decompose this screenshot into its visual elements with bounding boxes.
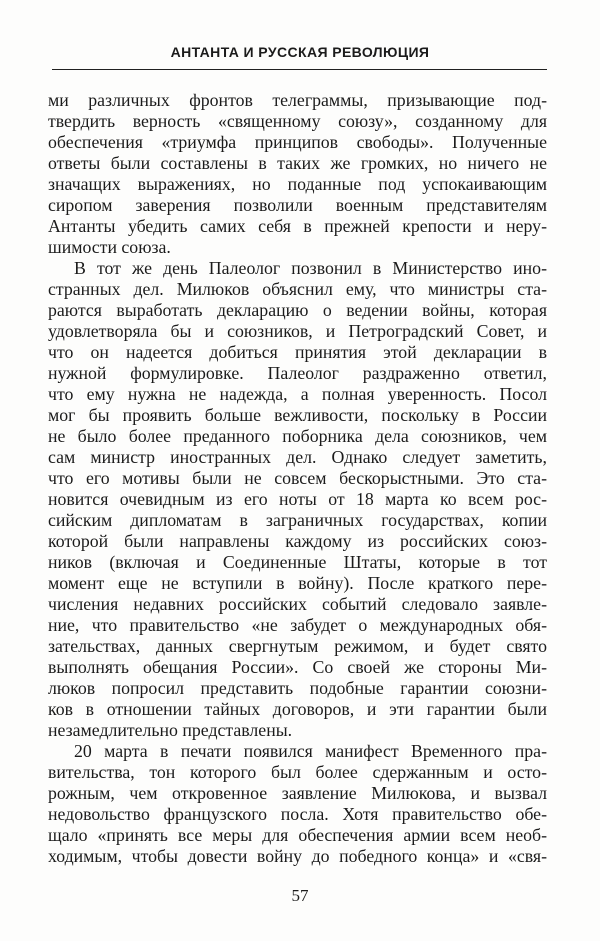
text-line: Антанты убедить самих себя в прежней крепости и неру-	[48, 216, 547, 236]
text-line: сийским дипломатам в заграничных государствах, копии	[48, 510, 547, 530]
text-line: зательствах, данных свергнутым режимом, и будет свято	[48, 636, 547, 656]
text-line: нужной формулировке. Палеолог раздраженно ответил,	[48, 363, 547, 383]
text-line: сиропом заверения позволили военным представителям	[48, 195, 547, 215]
page-number: 57	[291, 886, 309, 905]
text-line: ответы были составлены в таких же громких, но ничего не	[48, 153, 547, 173]
running-header	[0, 44, 600, 60]
text-line: ков в отношении тайных договоров, и эти гарантии были	[48, 699, 547, 719]
text-line: которой были направлены каждому из российских союз-	[48, 531, 547, 551]
text-line: что он надеется добиться принятия этой декларации в	[48, 342, 547, 362]
text-line: ников (включая и Соединенные Штаты, которые в тот	[48, 552, 547, 572]
text-line: новится очевидным из его ноты от 18 марта ко всем рос-	[48, 489, 547, 509]
paragraph	[48, 741, 547, 867]
text-line: ми различных фронтов телеграммы, призывающие под-	[48, 90, 547, 110]
text-line: 20 марта в печати появился манифест Временного пра-	[74, 741, 547, 761]
text-line: числения недавних российских событий следовало заявле-	[48, 594, 547, 614]
text-line: твердить верность «священному союзу», созданному для	[48, 111, 547, 131]
text-line: раются выработать декларацию о ведении войны, которая	[48, 300, 547, 320]
text-line: В тот же день Палеолог позвонил в Министерство ино-	[74, 258, 547, 278]
text-line: момент еще не вступили в войну). После краткого пере-	[48, 573, 547, 593]
text-line: недовольство французского посла. Хотя правительство обе-	[48, 804, 547, 824]
text-line: не было более преданного поборника дела союзников, чем	[48, 426, 547, 446]
text-line: щало «принять все меры для обеспечения армии всем необ-	[48, 825, 547, 845]
text-line: вительства, тон которого был более сдержанным и осто-	[48, 762, 547, 782]
text-line: шимости союза.	[48, 237, 171, 257]
text-line: выполнять обещания России». Со своей же стороны Ми-	[48, 657, 547, 677]
text-line: рожным, чем откровенное заявление Милюкова, и вызвал	[48, 783, 547, 803]
text-line: странных дел. Милюков объяснил ему, что министры ста-	[48, 279, 547, 299]
page-body-text	[48, 90, 547, 867]
text-line: обеспечения «триумфа принципов свободы». Полученные	[48, 132, 547, 152]
text-line: ходимым, чтобы довести войну до победного конца» и «свя-	[48, 846, 547, 866]
text-line: люков попросил представить подобные гарантии союзни-	[48, 678, 547, 698]
chapter-title: АНТАНТА И РУССКАЯ РЕВОЛЮЦИЯ	[170, 44, 430, 60]
header-rule	[52, 69, 547, 70]
paragraph	[48, 258, 547, 741]
text-line: что ему нужна не надежда, а полная уверенность. Посол	[48, 384, 547, 404]
text-line: мог бы проявить больше вежливости, поскольку в России	[48, 405, 547, 425]
text-line: сам министр иностранных дел. Однако следует заметить,	[48, 447, 547, 467]
text-line: удовлетворяла бы и союзников, и Петроградский Совет, и	[48, 321, 547, 341]
text-line: что его мотивы были не совсем бескорыстными. Это ста-	[48, 468, 547, 488]
paragraph	[48, 90, 547, 258]
text-line: незамедлительно представлены.	[48, 720, 293, 740]
text-line: значащих выражениях, но поданные под успокаивающим	[48, 174, 547, 194]
text-line: ние, что правительство «не забудет о международных обя-	[48, 615, 547, 635]
